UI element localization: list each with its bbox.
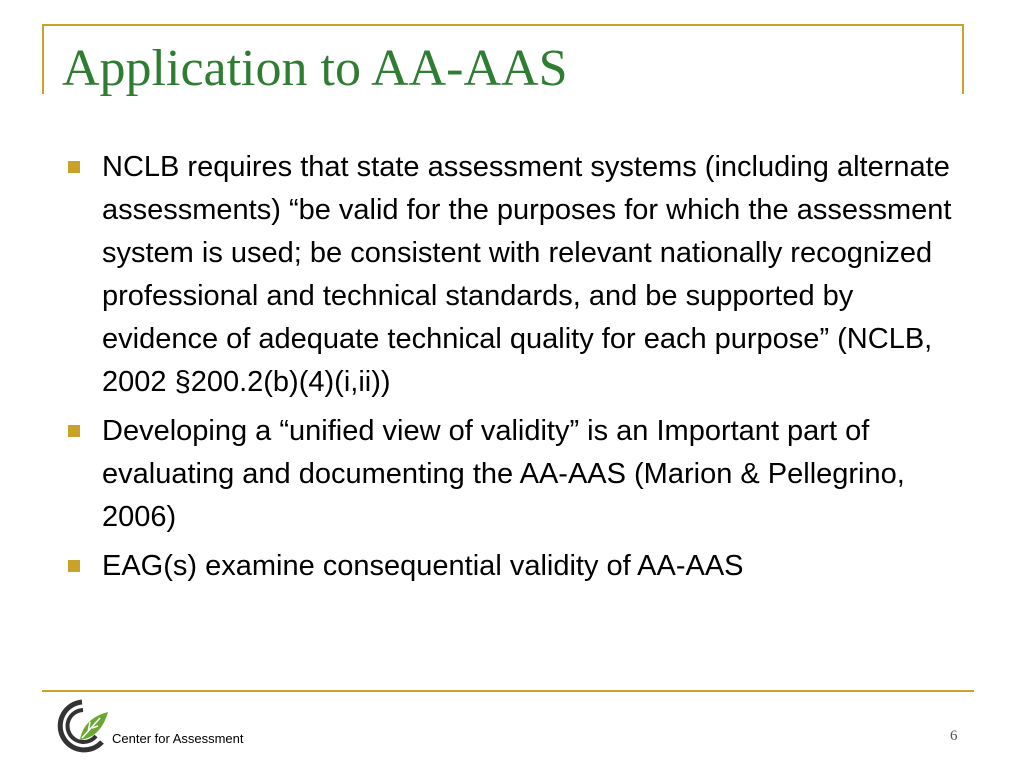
center-for-assessment-logo-icon (52, 696, 112, 756)
bullet-text-2: Developing a “unified view of validity” is an Important part of evaluating and documenting the AA-AAS (Marion & Pellegrino, 2006) (102, 415, 905, 533)
bullet-item-3 (62, 545, 962, 588)
bullet-item-2 (62, 410, 962, 539)
title-frame-left-rule (42, 24, 44, 94)
square-bullet-icon (68, 425, 80, 437)
title-frame-right-rule (962, 24, 964, 94)
organization-name: Center for Assessment (112, 731, 244, 746)
square-bullet-icon (68, 161, 80, 173)
slide-title: Application to AA-AAS (62, 40, 568, 97)
bullet-text-1: NCLB requires that state assessment systems (including alternate assessments) “be valid for the purposes for which the assessment system is used; be consistent with relevant nationally recognized professional and technical standards, and be supported by evidence of adequate technical quality for each purpose” (NCLB, 2002 §200.2(b)(4)(i,ii)) (102, 151, 952, 398)
bullet-list (62, 146, 962, 594)
title-frame-top-rule (42, 24, 964, 26)
page-number: 6 (950, 728, 958, 744)
bullet-text-3: EAG(s) examine consequential validity of AA-AAS (102, 550, 744, 582)
bullet-item-1 (62, 146, 962, 404)
footer-rule (42, 690, 974, 692)
square-bullet-icon (68, 560, 80, 572)
